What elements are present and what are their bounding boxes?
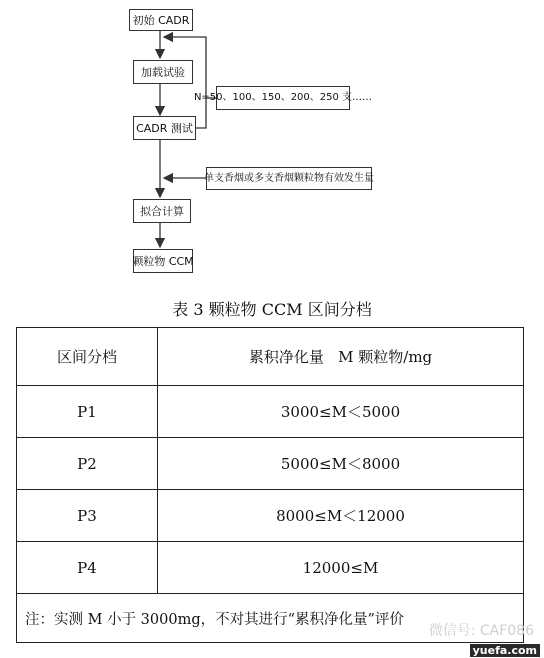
table-row <box>17 542 524 594</box>
step-particle-ccm: 颗粒物 CCM <box>133 249 193 273</box>
step-initial-cadr: 初始 CADR <box>129 9 193 31</box>
table-row <box>17 438 524 490</box>
step-load-test: 加载试验 <box>133 60 193 84</box>
range-cell: 3000≤M＜5000 <box>158 386 524 438</box>
input-note: 单支香烟或多支香烟颗粒物有效发生量 <box>206 167 372 190</box>
table-row <box>17 490 524 542</box>
step-fit-calc: 拟合计算 <box>133 199 191 223</box>
range-cell: 5000≤M＜8000 <box>158 438 524 490</box>
watermark-text: 微信号: CAF086 <box>428 623 534 639</box>
range-cell: 8000≤M＜12000 <box>158 490 524 542</box>
flowchart-connectors <box>0 0 544 290</box>
table-note: 注：实测 M 小于 3000mg，不对其进行“累积净化量”评价 <box>17 594 524 643</box>
flowchart <box>0 0 544 290</box>
table-caption: 表 3 颗粒物 CCM 区间分档 <box>172 300 372 319</box>
grade-cell: P1 <box>17 386 158 438</box>
watermark-site: yuefa.com <box>470 644 540 657</box>
loop-note: N=50、100、150、200、250 支…… <box>216 86 350 110</box>
step-cadr-test: CADR 测试 <box>133 116 196 140</box>
ccm-table <box>16 327 524 643</box>
header-cumulative: 累积净化量 M 颗粒物/mg <box>158 328 524 386</box>
table-header-row <box>17 328 524 386</box>
header-grade: 区间分档 <box>17 328 158 386</box>
range-cell: 12000≤M <box>158 542 524 594</box>
grade-cell: P3 <box>17 490 158 542</box>
table-row <box>17 386 524 438</box>
grade-cell: P2 <box>17 438 158 490</box>
grade-cell: P4 <box>17 542 158 594</box>
